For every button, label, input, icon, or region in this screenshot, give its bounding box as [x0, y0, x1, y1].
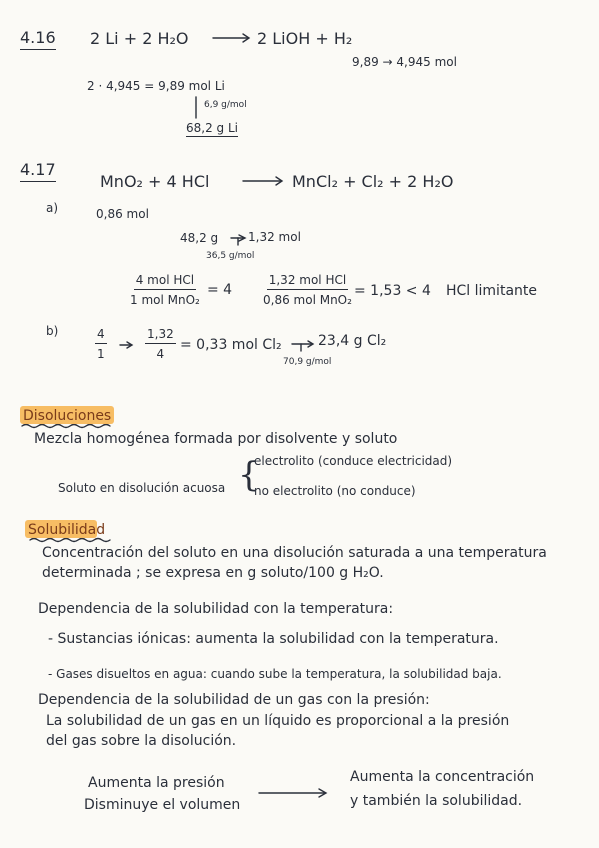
heading-disoluciones: Disoluciones — [23, 408, 112, 424]
henry-line-2: del gas sobre la disolución. — [46, 733, 237, 749]
hcl-moles: 1,32 mol — [248, 230, 301, 244]
li-moles-calc: 2 · 4,945 = 9,89 mol Li — [87, 79, 225, 93]
ratio-actual-value: = 1,53 < 4 — [354, 283, 431, 299]
fraction-numerator: 1,32 — [145, 327, 176, 344]
equation-products: 2 LiOH + H₂ — [257, 29, 353, 48]
sustancias-ionicas: - Sustancias iónicas: aumenta la solubilidad con la temperatura. — [48, 631, 499, 647]
mol-note: 9,89 → 4,945 mol — [352, 55, 457, 69]
fraction-numerator: 4 mol HCl — [134, 273, 196, 290]
cl2-moles: = 0,33 mol Cl₂ — [180, 337, 282, 353]
fraction-denominator: 0,86 mol MnO₂ — [263, 293, 352, 307]
dependencia-temperatura: Dependencia de la solubilidad con la temperatura: — [38, 601, 394, 617]
solubilidad-def-line-2: determinada ; se expresa en g soluto/100 g H₂O. — [42, 565, 384, 581]
ratio-b-1 — [95, 327, 107, 361]
problem-number-4-16: 4.16 — [20, 28, 56, 50]
ratio-stoichiometric-value: = 4 — [207, 282, 233, 298]
fraction-numerator: 4 — [95, 327, 107, 344]
part-b-label: b) — [46, 324, 59, 338]
problem-number-4-17: 4.17 — [20, 160, 56, 182]
soluto-label: Soluto en disolución acuosa — [58, 481, 226, 495]
equation-products: MnCl₂ + Cl₂ + 2 H₂O — [292, 172, 454, 191]
part-a-label: a) — [46, 201, 59, 215]
fraction-denominator: 4 — [156, 347, 165, 361]
equation-reactants: 2 Li + 2 H₂O — [90, 29, 189, 48]
equation-reactants: MnO₂ + 4 HCl — [100, 172, 210, 191]
fraction-denominator: 1 — [97, 347, 105, 361]
ratio-b-2 — [145, 327, 176, 361]
disminuye-volumen: Disminuye el volumen — [84, 797, 241, 813]
fraction-denominator: 1 mol MnO₂ — [130, 293, 200, 307]
aumenta-concentracion: Aumenta la concentración — [350, 769, 535, 785]
dependencia-presion: Dependencia de la solubilidad de un gas con la presión: — [38, 692, 430, 708]
no-electrolito: no electrolito (no conduce) — [254, 484, 416, 498]
heading-solubilidad: Solubilidad — [28, 522, 106, 538]
hcl-mass: 48,2 g — [180, 231, 219, 245]
li-mass-result: 68,2 g Li — [186, 121, 238, 135]
electrolito: electrolito (conduce electricidad) — [254, 454, 453, 468]
cl2-molar-mass: 70,9 g/mol — [283, 357, 332, 367]
limiting-reagent: HCl limitante — [446, 283, 537, 299]
ratio-stoichiometric — [130, 273, 200, 307]
li-molar-mass: 6,9 g/mol — [204, 100, 247, 110]
brace: { — [238, 455, 260, 495]
aumenta-solubilidad: y también la solubilidad. — [350, 793, 523, 809]
aumenta-presion: Aumenta la presión — [88, 775, 225, 791]
fraction-numerator: 1,32 mol HCl — [267, 273, 348, 290]
ratio-actual — [263, 273, 352, 307]
disolucion-definition: Mezcla homogénea formada por disolvente y soluto — [34, 431, 398, 447]
cl2-mass: 23,4 g Cl₂ — [318, 333, 387, 349]
gases-disueltos: - Gases disueltos en agua: cuando sube la temperatura, la solubilidad baja. — [48, 667, 502, 681]
hcl-molar-mass: 36,5 g/mol — [206, 251, 255, 261]
henry-line-1: La solubilidad de un gas en un líquido es proporcional a la presión — [46, 713, 510, 729]
solubilidad-def-line-1: Concentración del soluto en una disolución saturada a una temperatura — [42, 545, 547, 561]
mno2-moles: 0,86 mol — [96, 207, 149, 221]
